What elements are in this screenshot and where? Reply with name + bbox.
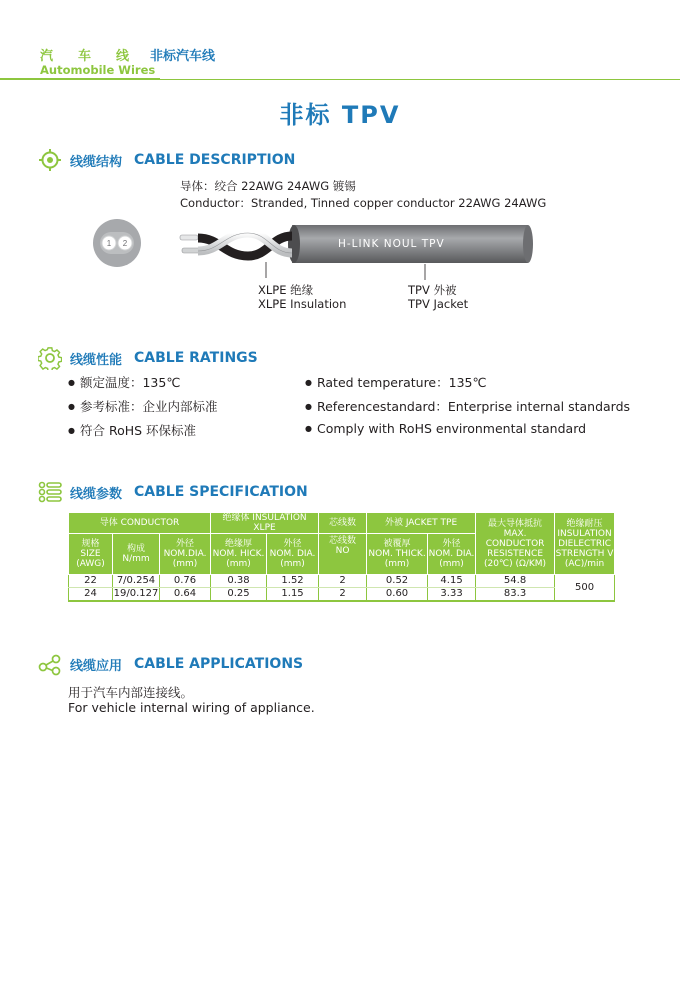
section-description-en: CABLE DESCRIPTION [134, 152, 296, 168]
cell-jac-th: 0.52 [367, 575, 428, 588]
cell-ins-th: 0.25 [211, 588, 267, 602]
cell-res: 83.3 [476, 588, 555, 602]
section-ratings-heading [38, 346, 258, 370]
cable-illustration [170, 212, 540, 282]
header-category-en: Automobile Wires [40, 63, 156, 77]
rating-cn-1: ● 额定温度：135℃ [68, 373, 180, 391]
th-jacket-od [428, 534, 476, 575]
rating-cn-3: ● 符合 RoHS 环保标准 [68, 421, 196, 439]
th-cond-od-unit: (mm) [172, 559, 198, 569]
cell-jac-od: 3.33 [428, 588, 476, 602]
cable-print-label: H-LINK NOUL TPV [338, 238, 445, 250]
th-comp-cn: 构成 [126, 544, 145, 554]
header-category [40, 45, 215, 64]
gear-icon [38, 346, 62, 370]
th-cores [319, 534, 367, 575]
cell-size: 22 [69, 575, 113, 588]
th-cores-cn: 芯线数 [329, 536, 357, 546]
cell-cond-od: 0.64 [160, 588, 211, 602]
applications-text-en: For vehicle internal wiring of appliance. [68, 700, 315, 715]
cell-cond-od: 0.76 [160, 575, 211, 588]
th-resistance-3: RESISTENCE [487, 548, 544, 559]
th-jac-od-en: NOM. DIA. [428, 549, 475, 559]
th-ins-th-unit: (mm) [226, 559, 251, 569]
th-jac-od-unit: (mm) [439, 559, 464, 569]
th-resistance-2: CONDUCTOR [485, 538, 545, 549]
th-cores-en: NO [335, 546, 350, 556]
th-resistance-cn: 最大导体抵抗 [488, 518, 543, 529]
cell-ins-th: 0.38 [211, 575, 267, 588]
list-icon [38, 480, 62, 504]
th-insulation: 绝缘体 INSULATION XLPE [211, 513, 319, 534]
th-ins-od-en: NOM. DIA. [269, 549, 316, 559]
th-comp-en: N/mm [122, 554, 150, 564]
section-ratings-cn: 线缆性能 [70, 352, 123, 368]
th-jac-th-unit: (mm) [384, 559, 410, 569]
th-resistance [476, 513, 555, 575]
th-resistance-4: (20℃) (Ω/KM) [484, 558, 547, 569]
th-ins-th-en: NOM. HICK. [212, 549, 265, 559]
th-jac-od-cn: 外径 [442, 539, 461, 549]
cell-comp: 7/0.254 [113, 575, 160, 588]
cell-jac-th: 0.60 [367, 588, 428, 602]
rating-en-3: ● Comply with RoHS environmental standard [305, 421, 586, 436]
th-size-en: SIZE [80, 549, 101, 559]
cell-res: 54.8 [476, 575, 555, 588]
th-ins-od-unit: (mm) [280, 559, 305, 569]
th-voltage-2: DIELECTRIC [558, 538, 612, 549]
section-ratings-en: CABLE RATINGS [134, 350, 258, 366]
applications-text-cn: 用于汽车内部连接线。 [68, 685, 194, 700]
target-icon [38, 148, 62, 172]
section-description-cn: 线缆结构 [70, 154, 123, 170]
cell-comp: 19/0.127 [113, 588, 159, 599]
cell-cores: 2 [319, 588, 367, 602]
header-subcategory: 非标汽车线 [150, 49, 216, 64]
specification-table [68, 512, 615, 602]
th-insulation-thickness [211, 534, 267, 575]
th-cond-od-en: NOM.DIA. [163, 549, 207, 559]
rating-cn-2: ● 参考标准：企业内部标准 [68, 397, 218, 415]
insulation-cn: XLPE 绝缘 [258, 283, 314, 297]
section-applications-en: CABLE APPLICATIONS [134, 656, 304, 672]
th-conductor: 导体 CONDUCTOR [69, 513, 211, 534]
th-voltage-1: INSULATION [557, 528, 612, 539]
rating-en-2: ● Referencestandard：Enterprise internal standards [305, 397, 630, 415]
cell-size: 24 [69, 588, 113, 602]
th-cond-od-cn: 外径 [176, 539, 195, 549]
section-applications-cn: 线缆应用 [70, 658, 123, 674]
th-ins-th-cn: 绝缘厚 [225, 539, 253, 549]
conductor-cn: 导体：绞合 22AWG 24AWG 镀锡 [180, 179, 356, 193]
th-ins-od-cn: 外径 [283, 539, 302, 549]
header-rule-thick [0, 78, 160, 80]
cell-voltage: 500 [555, 575, 615, 602]
jacket-en: TPV Jacket [408, 297, 469, 311]
th-jac-th-en: NOM. THICK. [368, 549, 426, 559]
th-conductor-od [160, 534, 211, 575]
conductor-tip-1 [180, 235, 198, 240]
th-jacket-thickness [367, 534, 428, 575]
share-nodes-icon [38, 652, 62, 676]
th-voltage [555, 513, 615, 575]
section-description-heading [38, 148, 295, 172]
table-row [69, 575, 615, 588]
th-voltage-cn: 绝缘耐压 [566, 518, 603, 529]
th-size-cn: 规格 [81, 539, 100, 549]
th-voltage-3: STRENGTH V [555, 548, 614, 559]
th-jac-th-cn: 被覆厚 [383, 539, 411, 549]
cell-ins-od: 1.52 [267, 575, 319, 588]
th-cores-group: 芯线数 [319, 513, 367, 534]
th-composition [113, 534, 160, 575]
page-title: 非标 TPV [279, 101, 401, 129]
th-resistance-1: MAX. [503, 528, 527, 539]
conductor-tip-2 [182, 248, 200, 253]
core-label-2: 2 [122, 239, 128, 248]
insulation-en: XLPE Insulation [258, 297, 347, 311]
table-row [69, 588, 615, 602]
cable-cross-section [92, 218, 142, 268]
header-char-2: 车 [78, 49, 92, 64]
header-rule-thin [160, 79, 680, 80]
th-insulation-od [267, 534, 319, 575]
th-size [69, 534, 113, 575]
section-specification-heading [38, 480, 308, 504]
jacket-cn: TPV 外被 [408, 283, 457, 297]
cell-jac-od: 4.15 [428, 575, 476, 588]
th-size-unit: (AWG) [76, 559, 105, 569]
th-voltage-4: (AC)/min [564, 558, 605, 569]
section-specification-en: CABLE SPECIFICATION [134, 484, 308, 500]
core-label-1: 1 [106, 239, 112, 248]
conductor-en: Conductor：Stranded, Tinned copper conductor 22AWG 24AWG [180, 196, 547, 210]
cell-ins-od: 1.15 [267, 588, 319, 602]
section-specification-cn: 线缆参数 [70, 486, 123, 502]
cell-cores: 2 [319, 575, 367, 588]
th-jacket: 外被 JACKET TPE [367, 513, 476, 534]
header-char-1: 汽 [40, 49, 54, 64]
rating-en-1: ● Rated temperature：135℃ [305, 373, 487, 391]
section-applications-heading [38, 652, 303, 676]
header-char-3: 线 [116, 49, 130, 64]
